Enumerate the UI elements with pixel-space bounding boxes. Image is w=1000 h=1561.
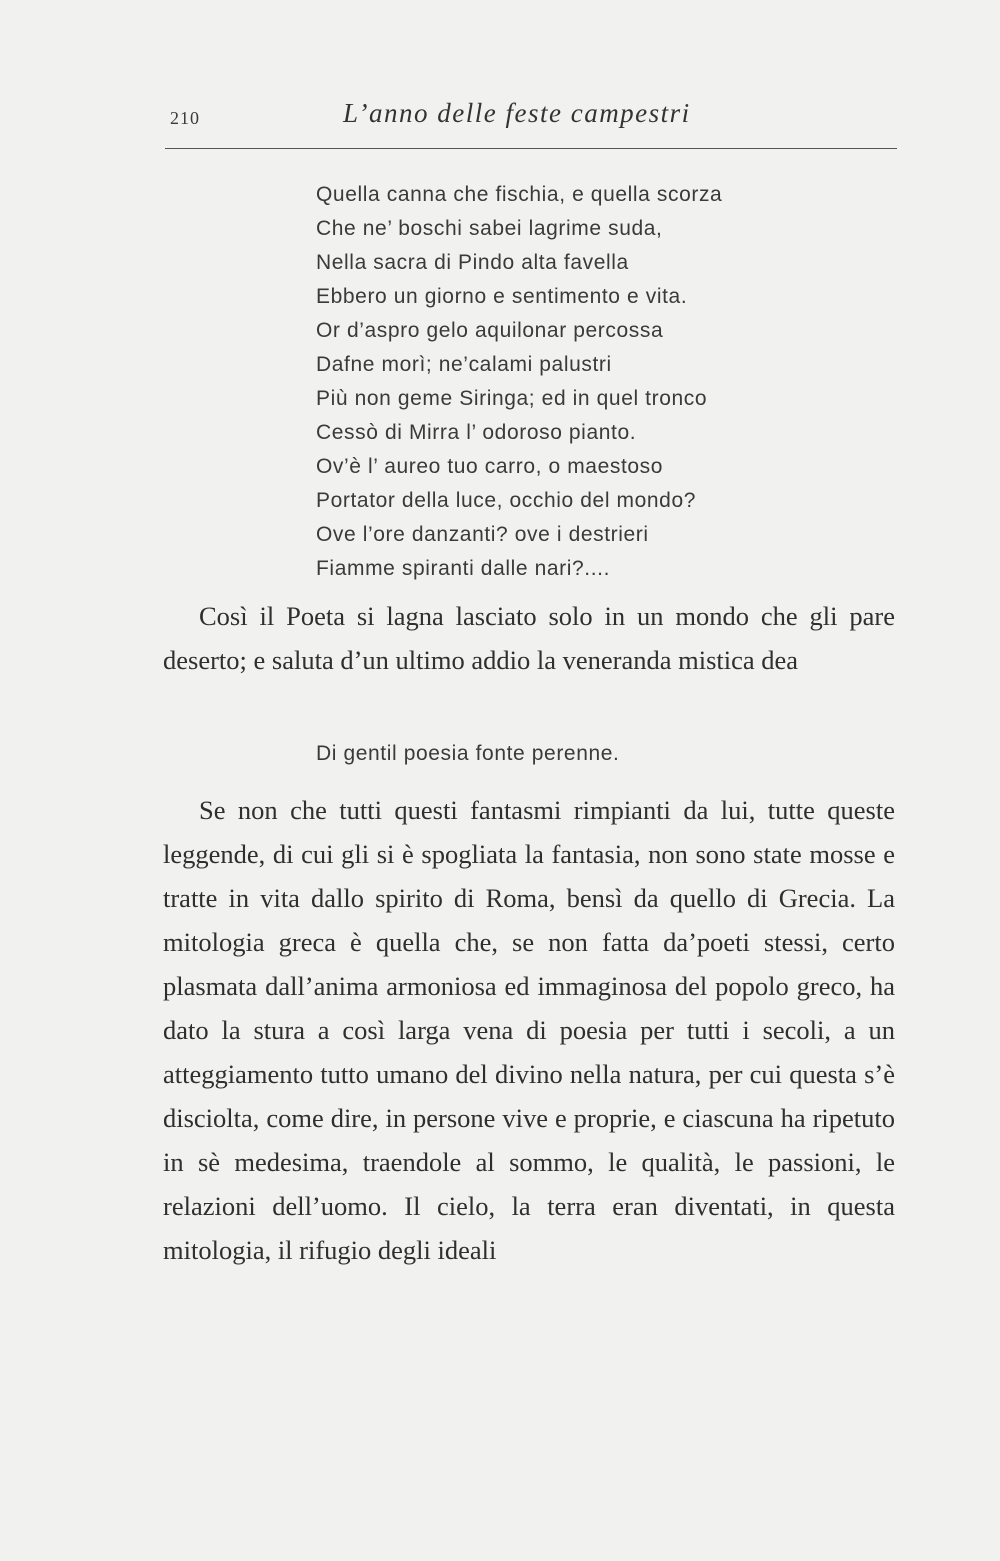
paragraph-text: Se non che tutti questi fantasmi rimpianti da lui, tutte queste leggende, di cui gli si è spogliata la fantasia, non sono state mosse e tratte in vita dallo spirito di Roma, bensì da quello di Grecia. La mitologia greca è quella che, se non fatta da’poeti stessi, certo plasmata dall’anima armoniosa ed immaginosa del popolo greco, ha dato la stura a così larga vena di poesia per tutti i secoli, a un atteggiamento tutto umano del divino nella natura, per cui questa s’è disciolta, come dire, in persone vive e proprie, e ciascuna ha ripetuto in sè medesima, traendole al sommo, le qualità, le passioni, le relazioni dell’uomo. Il cielo, la terra eran diventati, in questa mitologia, il rifugio degli ideali (163, 795, 895, 1265)
header-rule (165, 148, 897, 149)
verse-line: Dafne morì; ne’calami palustri (316, 353, 612, 376)
verse-line: Nella sacra di Pindo alta favella (316, 251, 629, 274)
verse-line: Che ne’ boschi sabei lagrime suda, (316, 217, 663, 240)
verse-line: Ove l’ore danzanti? ove i destrieri (316, 523, 649, 546)
page-number: 210 (170, 108, 200, 128)
verse-line: Più non geme Siringa; ed in quel tronco (316, 387, 708, 410)
running-title: L’anno delle feste campestri (343, 98, 691, 128)
verse-line: Portator della luce, occhio del mondo? (316, 489, 697, 512)
paragraph-text: Così il Poeta si lagna lasciato solo in un mondo che gli pare deserto; e saluta d’un ultimo addio la veneranda mistica dea (163, 601, 895, 675)
verse-line: Or d’aspro gelo aquilonar percossa (316, 319, 664, 342)
verse-line: Ebbero un giorno e sentimento e vita. (316, 285, 688, 308)
verse-line: Cessò di Mirra l’ odoroso pianto. (316, 421, 637, 444)
verse-line: Quella canna che fischia, e quella scorza (316, 183, 723, 206)
verse-block (316, 178, 722, 586)
verse-line: Fiamme spiranti dalle nari?.... (316, 557, 611, 580)
running-head (165, 98, 900, 138)
quoted-verse: Di gentil poesia fonte perenne. (316, 742, 620, 765)
paragraph (163, 594, 895, 682)
paragraph (163, 788, 895, 1272)
verse-line: Ov’è l’ aureo tuo carro, o maestoso (316, 455, 664, 478)
